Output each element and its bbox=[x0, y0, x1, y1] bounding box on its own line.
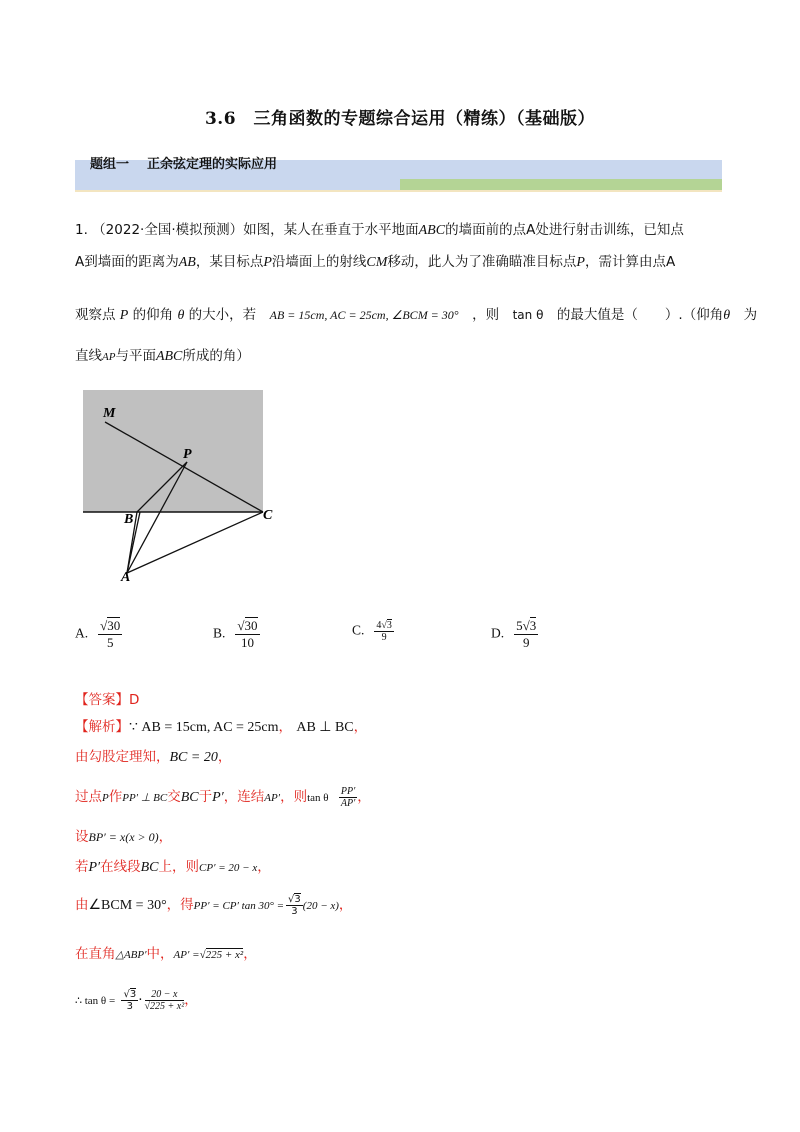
option-d[interactable]: D. $\frac{5√3}{9}$ bbox=[491, 618, 537, 650]
group-label: 题组一 bbox=[90, 157, 130, 172]
label-b: B bbox=[124, 512, 134, 527]
question-line-3: 观察点 P 的仰角 θ 的大小，若 AB = 15cm, AC = 25cm, ∠BCM = 30° ，则 tan θ 的最大值是（ ）.（仰角θ 为 bbox=[75, 307, 758, 323]
section-heading bbox=[90, 153, 277, 172]
group-name: 正余弦定理的实际应用 bbox=[147, 157, 278, 172]
banner-shadow bbox=[75, 190, 722, 192]
segment-ac bbox=[127, 512, 263, 573]
page-title: 3.6 三角函数的专题综合运用（精练）（基础版） bbox=[204, 109, 596, 129]
solution-line-3: 过点P作PP′ ⊥ BC交BC于P′，连结AP′，则tan θ $\frac{PP'}{AP'}$ ， bbox=[75, 785, 371, 809]
option-c[interactable]: C. $\frac{4√3}{9}$ bbox=[352, 620, 392, 643]
solution-line-8: ∴ tan θ = $\frac{√3}{3}$ · $\frac{20 - x}{\text{√225 + x²}}$ ， bbox=[75, 988, 198, 1012]
label-m: M bbox=[103, 406, 116, 421]
option-a[interactable]: A. $\frac{√30}{5}$ bbox=[75, 618, 121, 650]
solution-line-1: 【解析】∵ AB = 15cm, AC = 25cm， AB ⊥ BC， bbox=[75, 719, 368, 735]
answer-value: D bbox=[129, 692, 140, 708]
solution-line-2: 由勾股定理知，BC = 20， bbox=[75, 749, 232, 765]
label-a: A bbox=[121, 570, 131, 585]
solution-line-4: 设BP′ = x(x > 0)， bbox=[75, 829, 173, 845]
solution-line-5: 若P′在线段BC上，则CP′ = 20 − x， bbox=[75, 859, 271, 875]
solution-line-7: 在直角△ABP′中，AP′ =√225 + x²， bbox=[75, 946, 257, 962]
solution-line-6: 由∠BCM = 30°，得PP′ = CP′ tan 30° = $\frac{√3}{3}$ (20 − x)， bbox=[75, 893, 353, 917]
label-c: C bbox=[263, 508, 273, 523]
geometry-figure bbox=[75, 385, 295, 585]
answer-line: 【答案】D bbox=[75, 692, 140, 708]
question-line-4: 直线AP与平面ABC所成的角） bbox=[75, 348, 250, 364]
option-b[interactable]: B. $\frac{√30}{10}$ bbox=[213, 618, 258, 650]
label-p: P bbox=[183, 447, 192, 462]
question-line-2: A到墙面的距离为AB，某目标点P沿墙面上的射线CM移动，此人为了准确瞄准目标点P，需计算由点A bbox=[75, 254, 676, 270]
question-line-1: 1. （2022·全国·模拟预测）如图，某人在垂直于水平地面ABC的墙面前的点A处进行射击训练，已知点 bbox=[75, 222, 684, 238]
